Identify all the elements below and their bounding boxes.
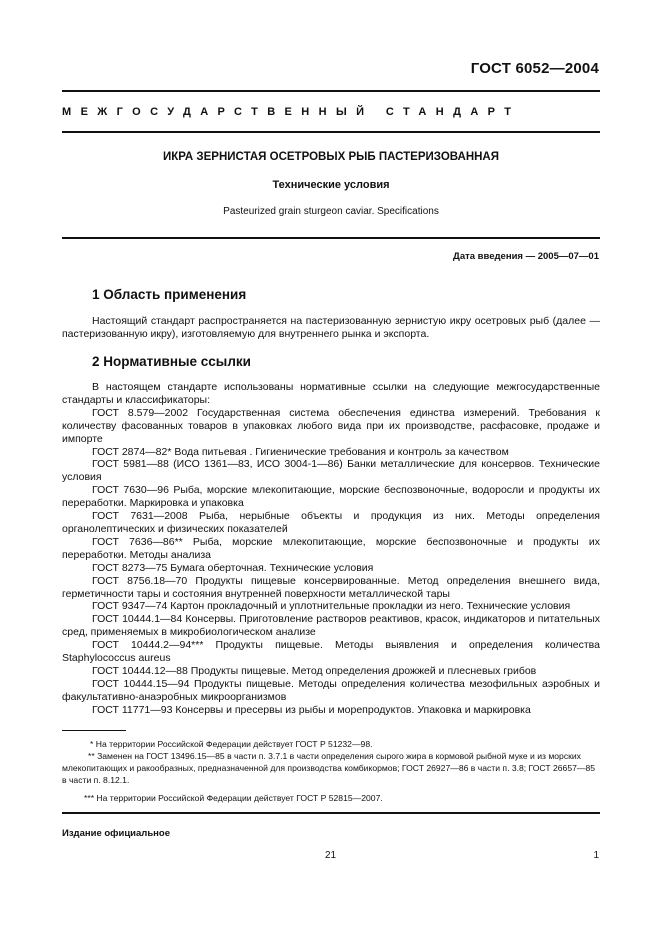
reference-item: ГОСТ 7630—96 Рыба, морские млекопитающие, морские беспозвоночные, водоросли и продукты их переработки. Маркировка и упаковка — [62, 484, 600, 510]
reference-item: ГОСТ 8273—75 Бумага оберточная. Технические условия — [92, 561, 374, 574]
footnote-2: ** Заменен на ГОСТ 13496.15—85 в части п. 3.7.1 в части определения сырого жира в кормовой рыбной муке и из морских млекопитающих и ракообразных, предназначенной для производства комбикормов; ГОСТ 26927—86 в части п. 3.8; ГОСТ 26657—85 в части п. 8.12.1. — [62, 751, 596, 785]
references-intro: В настоящем стандарте использованы нормативные ссылки на следующие межгосударственные стандарты и классификаторы: — [62, 381, 600, 406]
interstate-standard-heading: МЕЖГОСУДАРСТВЕННЫЙ СТАНДАРТ — [62, 106, 521, 118]
reference-item: ГОСТ 9347—74 Картон прокладочный и уплотнительные прокладки из него. Технические условия — [92, 600, 571, 613]
section-1-heading: 1 Область применения — [92, 287, 247, 302]
footer-rule — [62, 812, 600, 814]
reference-item: ГОСТ 11771—93 Консервы и пресервы из рыбы и морепродуктов. Упаковка и маркировка — [92, 703, 531, 716]
reference-item: ГОСТ 7636—86** Рыба, морские млекопитающие, морские беспозвоночные и продукты их переработки. Методы анализа — [62, 535, 600, 561]
reference-item: ГОСТ 8.579—2002 Государственная система обеспечения единства измерений. Требования к количеству фасованных товаров в упаковках любого вида при их производстве, расфасовке, продаже и импорте — [62, 406, 600, 445]
page-number-right: 1 — [593, 850, 599, 861]
footnote-separator — [62, 730, 126, 731]
section-2-heading: 2 Нормативные ссылки — [92, 354, 251, 369]
footnote-3: *** На территории Российской Федерации действует ГОСТ Р 52815—2007. — [84, 793, 383, 803]
section-1-paragraph: Настоящий стандарт распространяется на пастеризованную зернистую икру осетровых рыб (далее — пастеризованную икру), изготовляемую для внутреннего рынка и экспорта. — [62, 315, 600, 340]
reference-item: ГОСТ 2874—82* Вода питьевая . Гигиенические требования и контроль за качеством — [92, 445, 509, 458]
reference-item: ГОСТ 8756.18—70 Продукты пищевые консервированные. Метод определения внешнего вида, герметичности тары и состояния внутренней поверхности металлической тары — [62, 574, 600, 600]
english-title: Pasteurized grain sturgeon caviar. Specifications — [223, 206, 439, 217]
normative-references-list — [62, 381, 600, 717]
title-rule — [62, 237, 600, 239]
gost-code: ГОСТ 6052—2004 — [470, 60, 599, 77]
reference-item: ГОСТ 10444.1—84 Консервы. Приготовление растворов реактивов, красок, индикаторов и питательных сред, применяемых в микробиологическом анализе — [62, 613, 600, 639]
document-subtitle: Технические условия — [272, 179, 390, 191]
section-1-text — [62, 315, 600, 341]
footnotes — [62, 738, 600, 804]
reference-item: ГОСТ 5981—88 (ИСО 1361—83, ИСО 3004-1—86) Банки металлические для консервов. Технические условия — [62, 458, 600, 484]
reference-item: ГОСТ 10444.2—94*** Продукты пищевые. Методы выявления и определения количества Staphylococcus aureus — [62, 639, 600, 665]
reference-item: ГОСТ 10444.12—88 Продукты пищевые. Метод определения дрожжей и плесневых грибов — [92, 664, 537, 677]
header-rule — [62, 131, 600, 133]
reference-item: ГОСТ 10444.15—94 Продукты пищевые. Методы определения количества мезофильных аэробных и факультативно-анаэробных микроорганизмов — [62, 677, 600, 703]
reference-item: ГОСТ 7631—2008 Рыба, нерыбные объекты и продукция из них. Методы определения органолептических и физических показателей — [62, 510, 600, 535]
introduction-date: Дата введения — 2005—07—01 — [453, 251, 599, 262]
page-number-center: 21 — [324, 850, 337, 861]
top-rule — [62, 90, 600, 92]
footnote-1: * На территории Российской Федерации действует ГОСТ Р 51232—98. — [90, 739, 373, 749]
official-edition-label: Издание официальное — [62, 828, 170, 839]
document-title: ИКРА ЗЕРНИСТАЯ ОСЕТРОВЫХ РЫБ ПАСТЕРИЗОВАННАЯ — [162, 151, 500, 163]
